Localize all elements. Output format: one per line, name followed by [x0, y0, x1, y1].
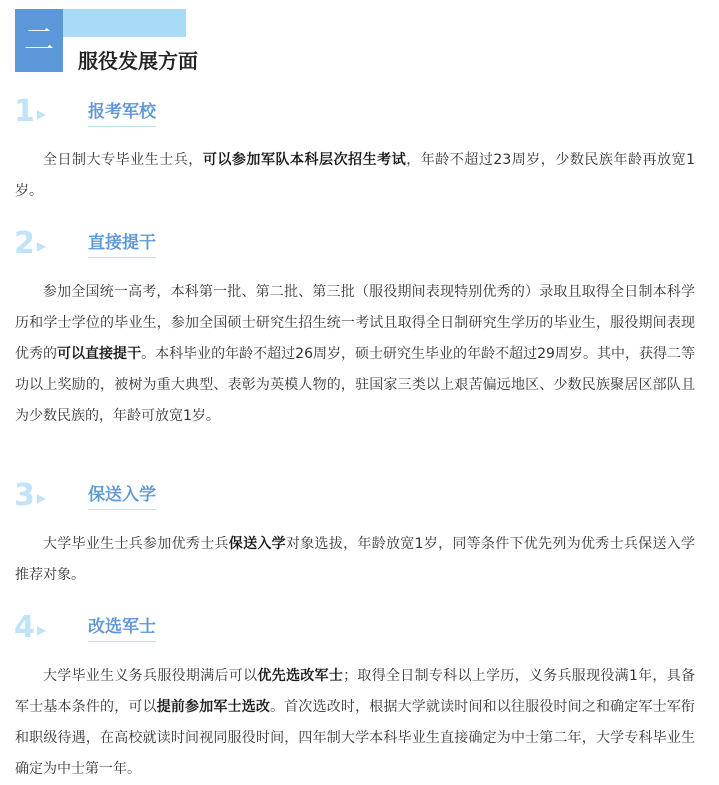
- body-text: 对象选拔，年龄放宽1岁，同等条件下优先列为优秀士兵保送入学推荐对象。: [15, 536, 696, 583]
- item-paragraph: [15, 661, 695, 785]
- item-title: 保送入学: [88, 480, 156, 510]
- body-text: 参加全国统一高考，本科第一批、第二批、第三批（服役期间表现特别优秀的）录取且取得全日制本科学历和学士学位的毕业生，参加全国硕士研究生招生统一考试且取得全日制研究生学历的毕业生，服役期间表现优秀的: [15, 284, 695, 362]
- item-title: 直接提干: [88, 228, 156, 258]
- body-text: ；取得全日制专科以上学历，义务兵服现役满1年，具备军士基本条件的，可以: [15, 668, 696, 715]
- body-text: ，年龄不超过23周岁，少数民族年龄再放宽1岁。: [15, 152, 696, 199]
- emphasis-text: 保送入学: [228, 536, 286, 552]
- body-text: 全日制大专毕业生士兵，: [43, 152, 203, 168]
- section-title: 服役发展方面: [78, 49, 198, 73]
- triangle-icon: ▶: [36, 491, 47, 505]
- body-text: 。本科毕业的年龄不超过26周岁，硕士研究生毕业的年龄不超过29周岁。其中，获得二等功以上奖励的，被树为重大典型、表彰为英模人物的，驻国家三类以上艰苦偏远地区、少数民族聚居区部队且为少数民族的，年龄可放宽1岁。: [15, 346, 695, 424]
- item-number: [14, 478, 47, 513]
- emphasis-text: 可以直接提干: [57, 346, 142, 362]
- item-title: 改选军士: [88, 612, 156, 642]
- body-text: 。首次选改时，根据大学就读时间和以往服役时间之和确定军士军衔和职级待遇，在高校就读时间视同服役时间，四年制大学本科毕业生直接确定为中士第二年，大学专科毕业生确定为中士第一年。: [15, 699, 696, 777]
- body-text: 大学毕业生义务兵服役期满后可以: [43, 668, 258, 684]
- header-tab-decoration: [62, 9, 186, 37]
- item-number-digit: 2: [14, 226, 35, 261]
- item-paragraph: [15, 145, 695, 207]
- section-number-badge: 二: [15, 9, 63, 72]
- triangle-icon: ▶: [36, 107, 47, 121]
- emphasis-text: 可以参加军队本科层次招生考试: [202, 152, 407, 168]
- item-number: [14, 226, 47, 261]
- item-number-digit: 3: [14, 478, 35, 513]
- item-paragraph: [15, 277, 695, 432]
- item-number: [14, 610, 47, 645]
- emphasis-text: 优先选改军士: [257, 668, 344, 684]
- emphasis-text: 提前参加军士选改: [156, 699, 271, 715]
- item-title: 报考军校: [88, 97, 156, 127]
- triangle-icon: ▶: [36, 623, 47, 637]
- item-number-digit: 4: [14, 610, 35, 645]
- triangle-icon: ▶: [36, 239, 47, 253]
- item-paragraph: [15, 529, 695, 591]
- item-number: [14, 94, 47, 129]
- item-number-digit: 1: [14, 94, 35, 129]
- body-text: 大学毕业生士兵参加优秀士兵: [43, 536, 229, 552]
